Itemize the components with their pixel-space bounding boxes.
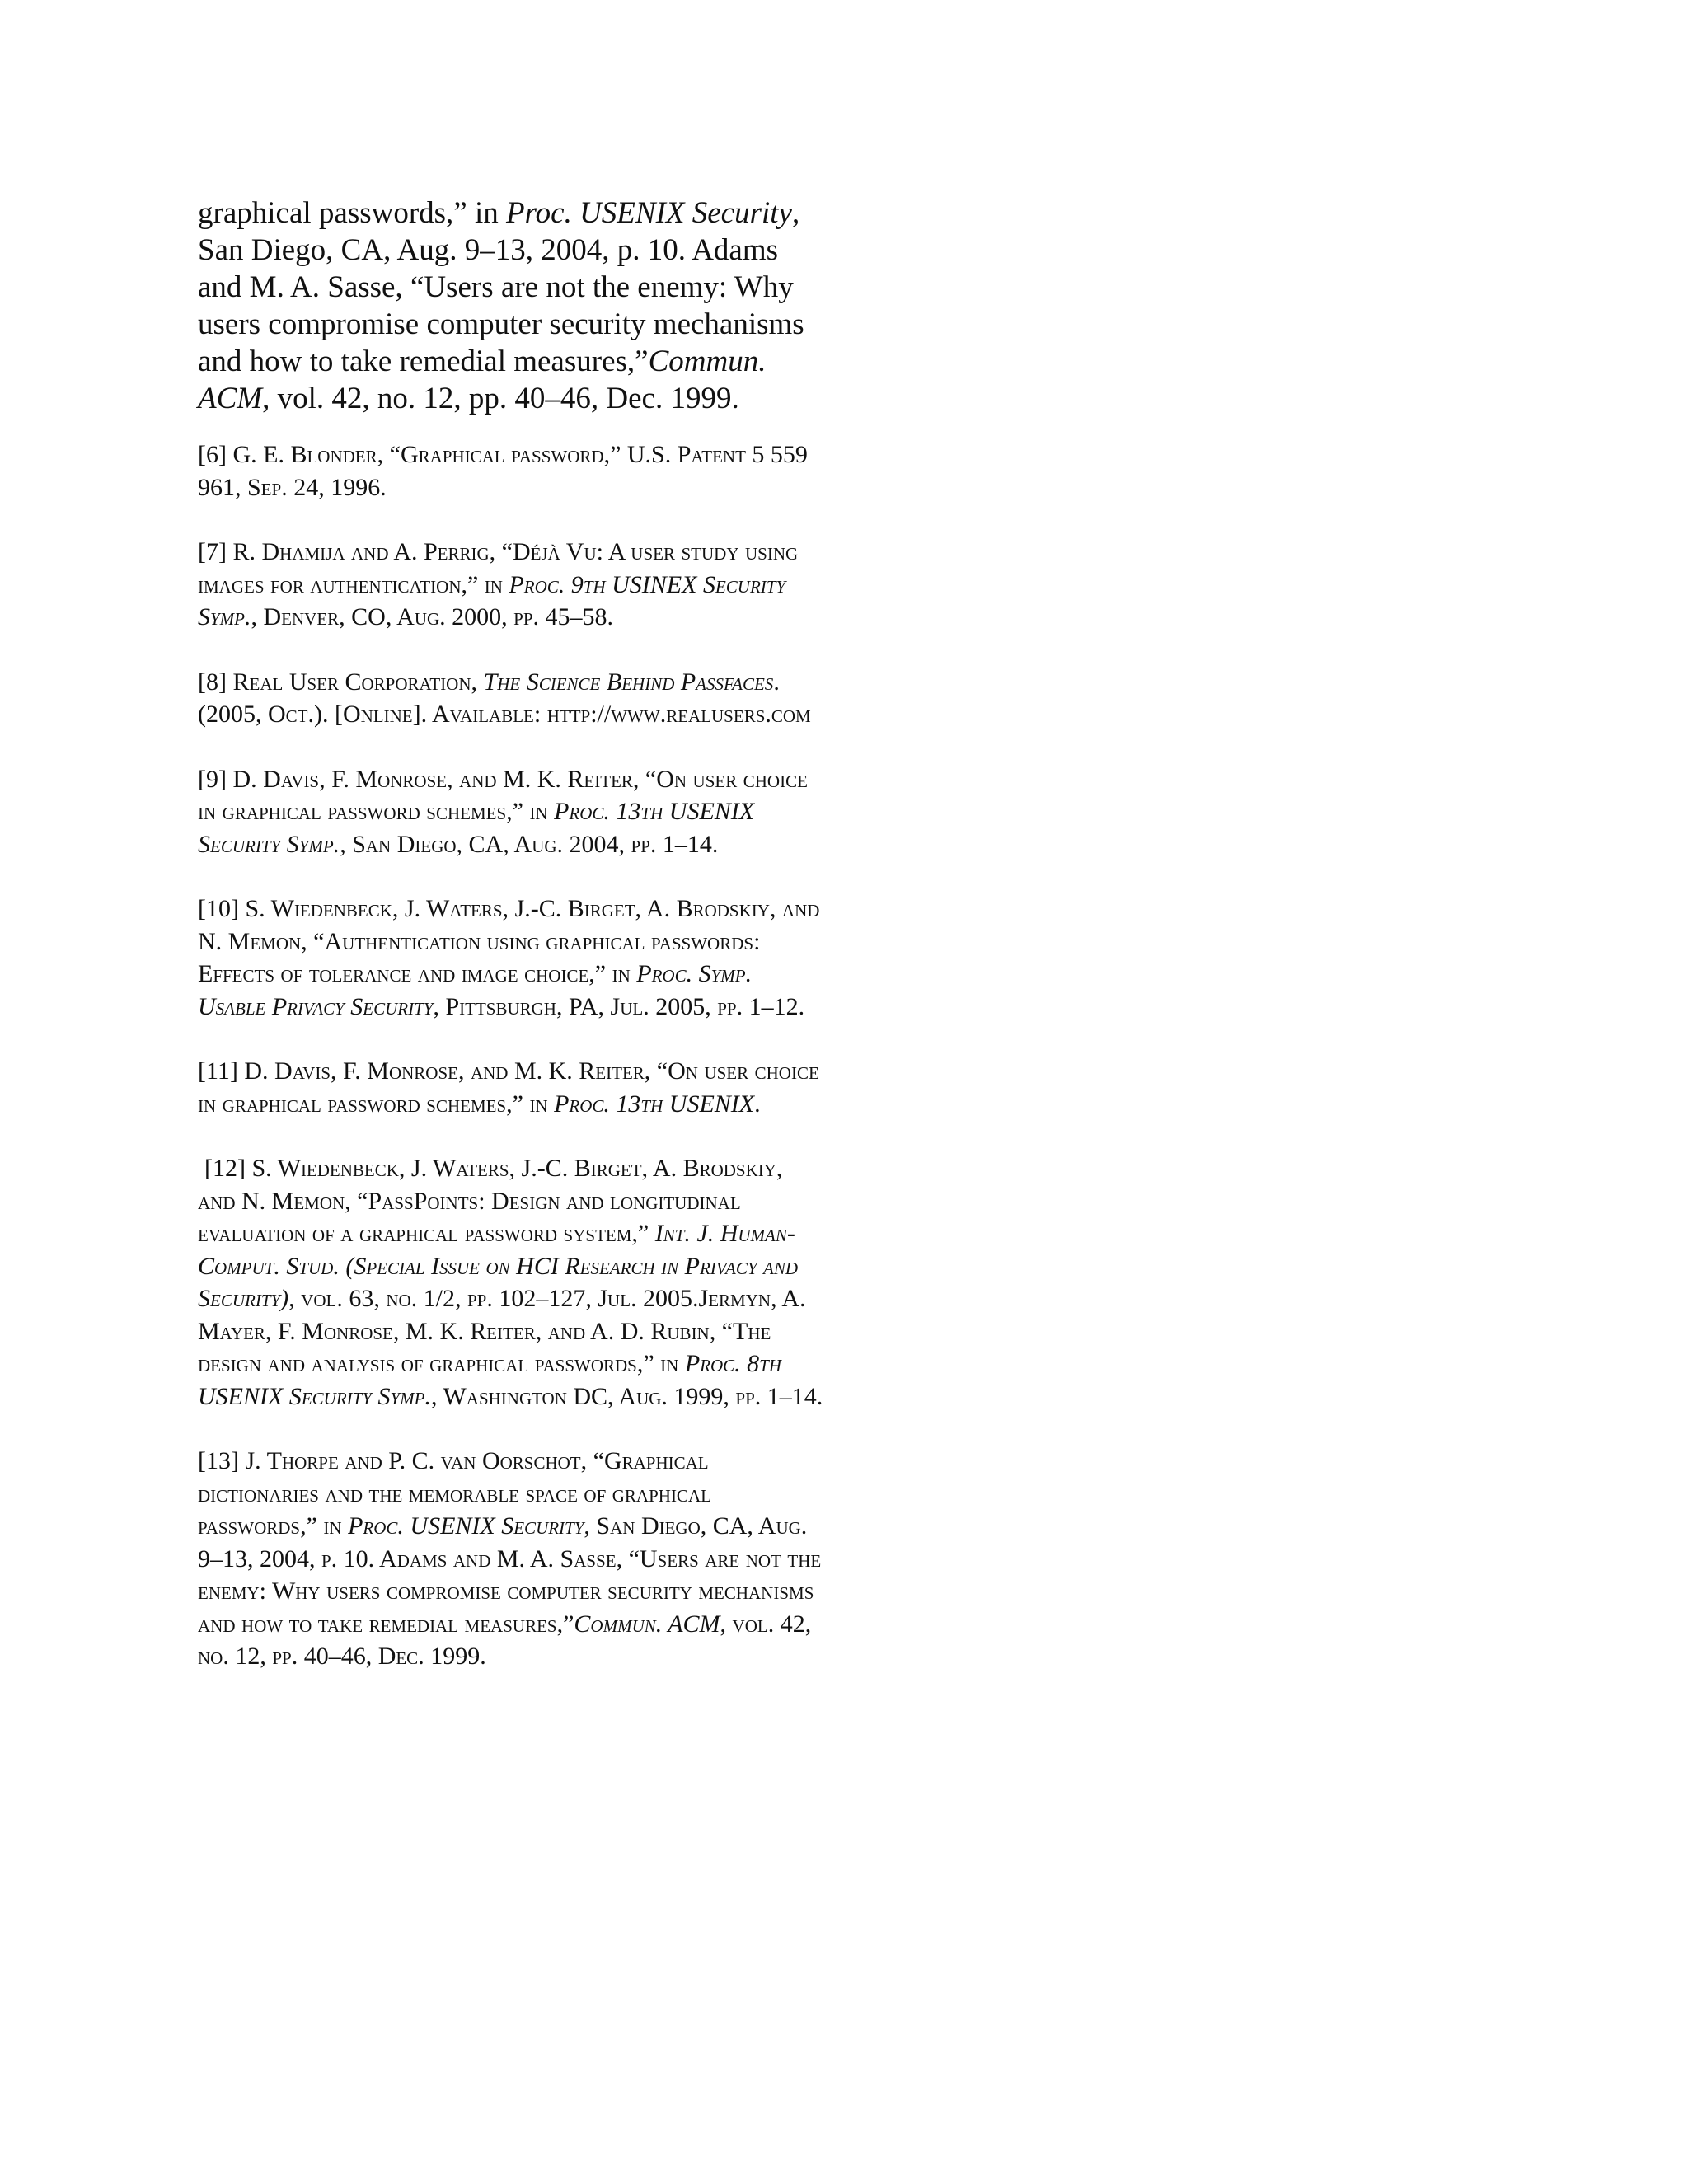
reference-10 bbox=[198, 893, 824, 1023]
intro-italic-2: Commun. ACM bbox=[198, 344, 767, 415]
reference-text: R. Dhamija and A. Perrig, “Déjà Vu: A user study using images for authentication,” in bbox=[198, 538, 799, 598]
reference-text: , vol. 63, no. 1/2, pp. 102–127, Jul. 2005.Jermyn, A. Mayer, F. Monrose, M. K. Reiter, and A. D. Rubin, “The design and analysis of graphical passwords,” in bbox=[198, 1285, 806, 1377]
reference-12 bbox=[198, 1152, 824, 1413]
reference-9 bbox=[198, 763, 824, 861]
reference-text: . (2005, Oct.). [Online]. Available: http://www.realusers.com bbox=[198, 668, 811, 728]
reference-11 bbox=[198, 1055, 824, 1120]
reference-text: Real User Corporation, bbox=[226, 668, 484, 696]
intro-text-2: , San Diego, CA, Aug. 9–13, 2004, p. 10. Adams and M. A. Sasse, “Users are not the enemy: Why users compromise computer security mechanisms and how to take remedial measures,” bbox=[198, 196, 804, 378]
reference-number: [9] bbox=[198, 765, 227, 793]
reference-venue: Proc. USENIX Security bbox=[348, 1512, 584, 1540]
reference-number: [11] bbox=[198, 1057, 238, 1085]
intro-text-1: graphical passwords,” in bbox=[198, 196, 507, 230]
reference-text: , San Diego, CA, Aug. 2004, pp. 1–14. bbox=[340, 830, 719, 858]
reference-venue: Int. J. Human-Comput. Stud. (Special Issue on HCI Research in Privacy and Security) bbox=[198, 1220, 799, 1312]
reference-6 bbox=[198, 438, 824, 504]
reference-text: , Denver, CO, Aug. 2000, pp. 45–58. bbox=[251, 603, 614, 630]
reference-text: S. Wiedenbeck, J. Waters, J.-C. Birget, A. Brodskiy, and N. Memon, “PassPoints: Design and longitudinal evaluation of a graphical password system,” bbox=[198, 1155, 783, 1247]
reference-number: [13] bbox=[198, 1447, 239, 1474]
reference-13 bbox=[198, 1445, 824, 1673]
reference-venue: The Science Behind Passfaces bbox=[483, 668, 774, 696]
reference-text: G. E. Blonder, “Graphical password,” U.S. Patent 5 559 961, Sep. 24, 1996. bbox=[198, 441, 808, 501]
intro-text-3: , vol. 42, no. 12, pp. 40–46, Dec. 1999. bbox=[262, 382, 739, 415]
reference-number: [7] bbox=[198, 538, 227, 565]
reference-number: [10] bbox=[198, 895, 239, 922]
reference-number: [8] bbox=[198, 668, 227, 696]
references-column bbox=[198, 194, 824, 1705]
reference-text: , Pittsburgh, PA, Jul. 2005, pp. 1–12. bbox=[433, 992, 805, 1020]
reference-venue: Proc. 9th USINEX Security Symp. bbox=[198, 570, 786, 630]
reference-text: D. Davis, F. Monrose, and M. K. Reiter, “On user choice in graphical password schemes,” in bbox=[198, 1057, 819, 1118]
intro-italic-1: Proc. USENIX Security bbox=[506, 196, 792, 230]
reference-text: , vol. 42, no. 12, pp. 40–46, Dec. 1999. bbox=[198, 1610, 812, 1670]
reference-8 bbox=[198, 666, 824, 731]
reference-text: . bbox=[754, 1090, 761, 1118]
reference-venue: Proc. 13th USENIX bbox=[554, 1090, 755, 1118]
reference-venue: Proc. 8th USENIX Security Symp. bbox=[198, 1350, 782, 1410]
reference-venue: Proc. 13th USENIX Security Symp. bbox=[198, 798, 755, 858]
intro-paragraph bbox=[198, 194, 824, 417]
reference-text: S. Wiedenbeck, J. Waters, J.-C. Birget, A. Brodskiy, and N. Memon, “Authentication using graphical passwords: Effects of tolerance and image choice,” in bbox=[198, 895, 820, 987]
reference-venue: Commun. ACM bbox=[574, 1610, 720, 1638]
reference-7 bbox=[198, 536, 824, 634]
reference-number: [6] bbox=[198, 441, 227, 468]
reference-number: [12] bbox=[204, 1155, 246, 1182]
reference-text: D. Davis, F. Monrose, and M. K. Reiter, “On user choice in graphical password schemes,” in bbox=[198, 765, 808, 825]
reference-text: J. Thorpe and P. C. van Oorschot, “Graphical dictionaries and the memorable space of graphical passwords,” in bbox=[198, 1447, 711, 1540]
reference-text: , Washington DC, Aug. 1999, pp. 1–14. bbox=[431, 1382, 823, 1410]
reference-text: , San Diego, CA, Aug. 9–13, 2004, p. 10. Adams and M. A. Sasse, “Users are not the enemy: Why users compromise computer security mechanisms and how to take remedial measures,” bbox=[198, 1512, 822, 1638]
reference-venue: Proc. Symp. Usable Privacy Security bbox=[198, 960, 753, 1020]
